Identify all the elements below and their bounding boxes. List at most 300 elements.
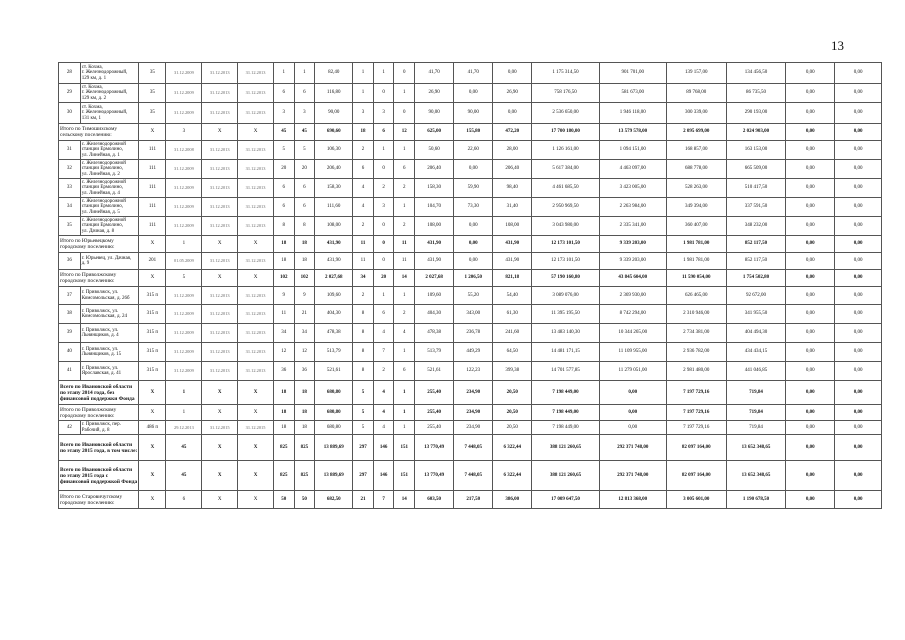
- table-cell: 1: [166, 381, 202, 405]
- table-cell: 2: [353, 141, 374, 160]
- table-cell: 31.12.2013: [238, 362, 274, 381]
- table-cell: 31.12.2009: [166, 343, 202, 362]
- table-cell: 7 198 449,00: [532, 421, 599, 435]
- table-cell: 12: [394, 124, 415, 141]
- table-cell: 61,30: [493, 305, 532, 324]
- table-cell: 57 190 160,80: [532, 270, 599, 287]
- table-cell: 2 981 480,00: [666, 362, 726, 381]
- table-cell: 31.12.2009: [166, 287, 202, 305]
- table-cell: 54,40: [493, 287, 532, 305]
- table-cell: 4 463 097,00: [599, 160, 666, 179]
- table-cell: 0,00: [786, 236, 835, 253]
- table-cell: 315 п: [139, 343, 166, 362]
- table-cell: 201: [139, 253, 166, 270]
- table-cell: 0,00: [786, 160, 835, 179]
- table-cell: 688 778,00: [666, 160, 726, 179]
- table-cell: 13 770,49: [415, 435, 454, 461]
- subtotal-row: [59, 236, 882, 253]
- table-cell: 31.12.2013: [202, 324, 238, 343]
- table-cell: 31.12.2013: [238, 217, 274, 236]
- table-cell: 8: [273, 217, 294, 236]
- table-cell: 82 097 164,00: [666, 435, 726, 461]
- table-cell: 388 121 260,65: [532, 461, 599, 491]
- table-cell: 1: [394, 141, 415, 160]
- table-cell: 0,00: [786, 381, 835, 405]
- table-cell: 0,00: [835, 198, 882, 217]
- table-cell: 4: [373, 421, 394, 435]
- table-cell: 292 371 748,00: [599, 435, 666, 461]
- table-cell: 234,90: [454, 381, 493, 405]
- table-cell: 0,00: [786, 324, 835, 343]
- table-cell: X: [238, 270, 274, 287]
- table-cell: 6: [273, 84, 294, 103]
- table-cell: 6: [353, 160, 374, 179]
- table-cell: 18: [294, 253, 315, 270]
- table-cell: 31.12.2013: [238, 84, 274, 103]
- table-cell: 0,00: [786, 63, 835, 84]
- table-cell: 0,00: [786, 217, 835, 236]
- table-cell: 31.12.2009: [166, 179, 202, 198]
- table-cell: 31.12.2013: [202, 343, 238, 362]
- table-cell: 3 423 005,00: [599, 179, 666, 198]
- subtotal-row: [59, 435, 882, 461]
- table-cell: 7 448,05: [454, 461, 493, 491]
- table-cell: 0,00: [786, 305, 835, 324]
- row-label: Итого по Юрьевецкому городскому поселению:: [59, 236, 139, 253]
- table-cell: 719,84: [726, 381, 786, 405]
- table-row: [59, 63, 882, 84]
- table-row: [59, 287, 882, 305]
- table-cell: 82,40: [315, 63, 353, 84]
- table-cell: 682,50: [315, 491, 353, 509]
- table-cell: 36: [273, 362, 294, 381]
- table-cell: 0,00: [786, 253, 835, 270]
- table-cell: 255,40: [415, 421, 454, 435]
- table-cell: 0,00: [835, 253, 882, 270]
- table-row: [59, 324, 882, 343]
- table-cell: X: [202, 124, 238, 141]
- table-cell: 31.12.2013: [238, 141, 274, 160]
- table-cell: 2 095 699,00: [666, 124, 726, 141]
- table-cell: 43 845 604,00: [599, 270, 666, 287]
- table-cell: 315 п: [139, 287, 166, 305]
- table-cell: 521,61: [415, 362, 454, 381]
- table-cell: 45: [294, 124, 315, 141]
- table-cell: 12 173 101,50: [532, 236, 599, 253]
- table-cell: 297: [353, 435, 374, 461]
- table-cell: 449,29: [454, 343, 493, 362]
- table-cell: 31.12.2009: [166, 63, 202, 84]
- table-cell: 18: [273, 253, 294, 270]
- row-label: Итого по Приволжскому городскому поселению:: [59, 270, 139, 287]
- table-cell: 31.12.2013: [202, 84, 238, 103]
- table-cell: 1: [373, 141, 394, 160]
- table-cell: 901 701,00: [599, 63, 666, 84]
- table-cell: 5: [353, 405, 374, 421]
- table-cell: 431,90: [493, 236, 532, 253]
- row-label: Всего по Ивановской области по этапу 2015 года, в том числе:: [59, 435, 139, 461]
- table-cell: 2: [373, 179, 394, 198]
- table-cell: 8: [353, 343, 374, 362]
- table-cell: 290 193,00: [726, 103, 786, 124]
- table-cell: 36: [294, 362, 315, 381]
- table-cell: 2 310 946,00: [666, 305, 726, 324]
- table-cell: 108,00: [315, 217, 353, 236]
- table-cell: 3: [166, 124, 202, 141]
- table-cell: X: [202, 270, 238, 287]
- table-cell: 2 263 984,00: [599, 198, 666, 217]
- table-cell: 6 322,44: [493, 435, 532, 461]
- table-cell: 0,00: [454, 160, 493, 179]
- table-cell: с. Железнодорожной станции Ермолино, ул. Дачная, д. 8: [80, 217, 139, 236]
- table-cell: 680,80: [315, 421, 353, 435]
- table-cell: 528 263,00: [666, 179, 726, 198]
- table-cell: г. Приволжск, ул. Ярославская, д. 41: [80, 362, 139, 381]
- table-cell: 404 494,30: [726, 324, 786, 343]
- table-cell: X: [139, 461, 166, 491]
- table-cell: 1: [373, 63, 394, 84]
- table-cell: 0,00: [786, 103, 835, 124]
- table-cell: 4: [353, 198, 374, 217]
- table-cell: 31.12.2013: [238, 287, 274, 305]
- table-cell: 50: [294, 491, 315, 509]
- table-cell: 510 417,50: [726, 179, 786, 198]
- table-row: [59, 84, 882, 103]
- table-cell: 17 009 647,50: [532, 491, 599, 509]
- table-cell: 234,90: [454, 421, 493, 435]
- table-cell: 31.12.2013: [238, 179, 274, 198]
- table-cell: 1: [373, 287, 394, 305]
- table-cell: 2: [394, 217, 415, 236]
- table-cell: 36: [59, 253, 81, 270]
- table-cell: 7 198 449,00: [532, 405, 599, 421]
- table-cell: 0,00: [786, 270, 835, 287]
- table-cell: 89 768,00: [666, 84, 726, 103]
- table-cell: 2: [373, 362, 394, 381]
- table-cell: 349 394,00: [666, 198, 726, 217]
- table-cell: 11: [394, 253, 415, 270]
- table-cell: 297: [353, 461, 374, 491]
- table-cell: 4 461 685,50: [532, 179, 599, 198]
- table-cell: X: [238, 405, 274, 421]
- table-cell: 6 322,44: [493, 461, 532, 491]
- table-cell: 31.12.2009: [166, 324, 202, 343]
- table-cell: 2 734 381,00: [666, 324, 726, 343]
- table-cell: 11: [273, 305, 294, 324]
- table-cell: 0,00: [835, 324, 882, 343]
- table-cell: 8: [294, 217, 315, 236]
- table-cell: 31.12.2013: [202, 305, 238, 324]
- table-cell: 0,00: [835, 491, 882, 509]
- table-cell: 1: [394, 287, 415, 305]
- table-cell: 102: [294, 270, 315, 287]
- table-cell: 9 339 203,00: [599, 253, 666, 270]
- table-cell: 5 617 384,00: [532, 160, 599, 179]
- table-cell: 31.12.2013: [238, 305, 274, 324]
- table-cell: 0: [394, 103, 415, 124]
- table-cell: 18: [273, 421, 294, 435]
- table-cell: 0,00: [786, 179, 835, 198]
- table-cell: X: [238, 461, 274, 491]
- table-cell: 13 652 348,65: [726, 461, 786, 491]
- table-cell: 386,00: [493, 491, 532, 509]
- table-cell: X: [238, 435, 274, 461]
- table-cell: 0,00: [786, 405, 835, 421]
- table-cell: 3 043 980,00: [532, 217, 599, 236]
- table-cell: 217,50: [454, 491, 493, 509]
- table-cell: X: [202, 381, 238, 405]
- table-cell: 7 448,05: [454, 435, 493, 461]
- row-label: Итого по Приволжскому городскому поселению:: [59, 405, 139, 421]
- table-cell: 31.12.2009: [166, 305, 202, 324]
- table-cell: 28: [59, 63, 81, 84]
- table-cell: 680,80: [315, 381, 353, 405]
- table-cell: 4: [373, 324, 394, 343]
- table-cell: 34: [353, 270, 374, 287]
- table-cell: 28,00: [493, 141, 532, 160]
- table-cell: 626 465,00: [666, 287, 726, 305]
- table-cell: 0: [373, 236, 394, 253]
- table-cell: 3: [373, 198, 394, 217]
- table-cell: 31.12.2013: [202, 362, 238, 381]
- table-cell: 31.12.2013: [238, 343, 274, 362]
- table-cell: 0,00: [786, 421, 835, 435]
- row-label: Всего по Ивановской области по этапу 2015 года с финансовой поддержкой Фонда: [59, 461, 139, 491]
- table-cell: 41,70: [454, 63, 493, 84]
- table-cell: 0,00: [835, 343, 882, 362]
- table-cell: 21: [294, 305, 315, 324]
- table-cell: 13 889,69: [315, 461, 353, 491]
- table-cell: 50,60: [415, 141, 454, 160]
- table-cell: X: [139, 124, 166, 141]
- table-cell: 236,78: [454, 324, 493, 343]
- table-cell: 31.12.2008: [166, 141, 202, 160]
- table-cell: 45: [166, 435, 202, 461]
- subtotal-row: [59, 381, 882, 405]
- table-cell: 116,80: [315, 84, 353, 103]
- table-cell: X: [202, 236, 238, 253]
- table-row: [59, 421, 882, 435]
- table-cell: 6: [166, 491, 202, 509]
- table-cell: 13 770,49: [415, 461, 454, 491]
- table-cell: г. Приволжск, ул. Комсомольская, д. 26б: [80, 287, 139, 305]
- table-cell: 31.12.2013: [202, 179, 238, 198]
- table-cell: 31.12.2013: [238, 253, 274, 270]
- page-number: 13: [831, 38, 844, 53]
- table-cell: 17 700 180,00: [532, 124, 599, 141]
- table-cell: 18: [273, 405, 294, 421]
- table-cell: 18: [294, 381, 315, 405]
- table-cell: 0,00: [835, 179, 882, 198]
- table-cell: 0,00: [454, 236, 493, 253]
- table-row: [59, 179, 882, 198]
- table-cell: 31.12.2009: [166, 217, 202, 236]
- table-cell: 0,00: [786, 461, 835, 491]
- table-cell: 50: [273, 491, 294, 509]
- table-cell: X: [238, 381, 274, 405]
- table-cell: 5: [294, 141, 315, 160]
- table-cell: 1 206,50: [454, 270, 493, 287]
- table-cell: 0,00: [493, 103, 532, 124]
- table-cell: 31.12.2013: [238, 324, 274, 343]
- table-cell: 0: [373, 253, 394, 270]
- table-cell: 21: [353, 491, 374, 509]
- table-cell: 0,00: [835, 287, 882, 305]
- table-cell: г. Юрьевец, ул. Дачная, д. 9: [80, 253, 139, 270]
- table-cell: 0,00: [835, 421, 882, 435]
- table-cell: 3: [273, 103, 294, 124]
- table-cell: 31.12.2009: [166, 160, 202, 179]
- table-cell: 1 175 314,50: [532, 63, 599, 84]
- table-cell: 01.05.2009: [166, 253, 202, 270]
- table-cell: 12: [294, 343, 315, 362]
- table-cell: 0,00: [835, 270, 882, 287]
- table-cell: ст. Кохма, г. Железнодорожный, 131 км, 1: [80, 103, 139, 124]
- table-row: [59, 141, 882, 160]
- table-cell: 1: [166, 236, 202, 253]
- table-cell: 486 п: [139, 421, 166, 435]
- table-cell: 90,00: [454, 103, 493, 124]
- table-cell: 11: [394, 236, 415, 253]
- table-cell: 31.12.2009: [166, 198, 202, 217]
- table-cell: 719,84: [726, 421, 786, 435]
- table-cell: 151: [394, 461, 415, 491]
- table-cell: 146: [373, 461, 394, 491]
- table-cell: 3: [353, 103, 374, 124]
- table-cell: X: [202, 491, 238, 509]
- table-cell: 18: [294, 421, 315, 435]
- table-cell: X: [238, 124, 274, 141]
- table-cell: 31.12.2009: [166, 103, 202, 124]
- table-cell: 109,60: [415, 287, 454, 305]
- table-cell: 35: [139, 103, 166, 124]
- table-cell: 315 п: [139, 362, 166, 381]
- table-cell: 155,80: [454, 124, 493, 141]
- table-cell: 18: [273, 381, 294, 405]
- table-cell: 825: [294, 435, 315, 461]
- table-cell: 11 590 054,00: [666, 270, 726, 287]
- table-cell: 2 369 930,00: [599, 287, 666, 305]
- table-cell: 106,30: [315, 141, 353, 160]
- table-cell: 122,23: [454, 362, 493, 381]
- table-cell: 821,18: [493, 270, 532, 287]
- table-cell: 6: [273, 198, 294, 217]
- table-cell: 64,50: [493, 343, 532, 362]
- table-cell: 7 197 729,16: [666, 405, 726, 421]
- table-cell: 1: [394, 421, 415, 435]
- table-cell: 0,00: [599, 421, 666, 435]
- table-cell: 1: [273, 63, 294, 84]
- table-cell: 11 109 955,00: [599, 343, 666, 362]
- table-cell: 108,00: [493, 217, 532, 236]
- table-cell: 0,00: [786, 491, 835, 509]
- table-cell: 825: [273, 435, 294, 461]
- table-cell: 14: [394, 491, 415, 509]
- table-cell: 7: [373, 491, 394, 509]
- table-cell: 38: [59, 305, 81, 324]
- table-cell: 111: [139, 160, 166, 179]
- table-cell: 337 591,50: [726, 198, 786, 217]
- housing-program-table: [58, 62, 882, 509]
- table-cell: 104,70: [415, 198, 454, 217]
- row-label: Итого по Тимошихскому сельскому поселению:: [59, 124, 139, 141]
- table-cell: 388 121 260,65: [532, 435, 599, 461]
- table-cell: 5: [353, 421, 374, 435]
- table-cell: 22,60: [454, 141, 493, 160]
- table-cell: 0,00: [835, 461, 882, 491]
- table-cell: 2 950 969,50: [532, 198, 599, 217]
- table-cell: 360 407,00: [666, 217, 726, 236]
- table-cell: 134 456,50: [726, 63, 786, 84]
- table-cell: 34: [294, 324, 315, 343]
- table-cell: 6: [294, 179, 315, 198]
- table-cell: 1 126 161,00: [532, 141, 599, 160]
- table-cell: 12: [273, 343, 294, 362]
- table-cell: 90,00: [315, 103, 353, 124]
- table-cell: 1 190 678,50: [726, 491, 786, 509]
- table-cell: 1 754 502,80: [726, 270, 786, 287]
- table-cell: 31.12.2013: [238, 103, 274, 124]
- table-cell: 6: [273, 179, 294, 198]
- table-cell: 86 735,50: [726, 84, 786, 103]
- table-cell: 0: [373, 160, 394, 179]
- table-cell: 1: [394, 405, 415, 421]
- table-cell: 5: [353, 381, 374, 405]
- subtotal-row: [59, 491, 882, 509]
- table-cell: 31.12.2013: [202, 103, 238, 124]
- table-cell: 11 395 195,50: [532, 305, 599, 324]
- table-cell: 2 027,68: [415, 270, 454, 287]
- table-cell: 234,90: [454, 405, 493, 421]
- table-cell: 31.12.2009: [166, 84, 202, 103]
- table-cell: 6: [294, 198, 315, 217]
- table-cell: X: [202, 405, 238, 421]
- table-cell: 29.12.2013: [166, 421, 202, 435]
- subtotal-row: [59, 461, 882, 491]
- table-cell: 59,90: [454, 179, 493, 198]
- table-cell: 7: [373, 343, 394, 362]
- table-cell: 9: [273, 287, 294, 305]
- table-cell: 241,60: [493, 324, 532, 343]
- table-cell: 665 509,00: [726, 160, 786, 179]
- table-cell: 32: [59, 160, 81, 179]
- table-cell: X: [238, 236, 274, 253]
- table-cell: 13 889,69: [315, 435, 353, 461]
- table-cell: X: [139, 270, 166, 287]
- table-cell: 341 955,50: [726, 305, 786, 324]
- table-cell: 1 981 781,00: [666, 253, 726, 270]
- table-cell: 0,00: [786, 141, 835, 160]
- table-cell: 206,40: [493, 160, 532, 179]
- subtotal-row: [59, 270, 882, 287]
- table-row: [59, 103, 882, 124]
- table-cell: 521,61: [315, 362, 353, 381]
- table-cell: 603,50: [415, 491, 454, 509]
- table-cell: 2 024 903,00: [726, 124, 786, 141]
- table-cell: 0: [373, 217, 394, 236]
- table-cell: 0,00: [786, 124, 835, 141]
- table-cell: 146: [373, 435, 394, 461]
- table-cell: 34: [59, 198, 81, 217]
- table-cell: 109,60: [315, 287, 353, 305]
- table-cell: 26,90: [493, 84, 532, 103]
- table-cell: 292 371 748,00: [599, 461, 666, 491]
- table-cell: 6: [373, 305, 394, 324]
- table-cell: 0,00: [786, 287, 835, 305]
- table-cell: 431,90: [315, 236, 353, 253]
- table-cell: 6: [394, 160, 415, 179]
- table-cell: 0,00: [786, 84, 835, 103]
